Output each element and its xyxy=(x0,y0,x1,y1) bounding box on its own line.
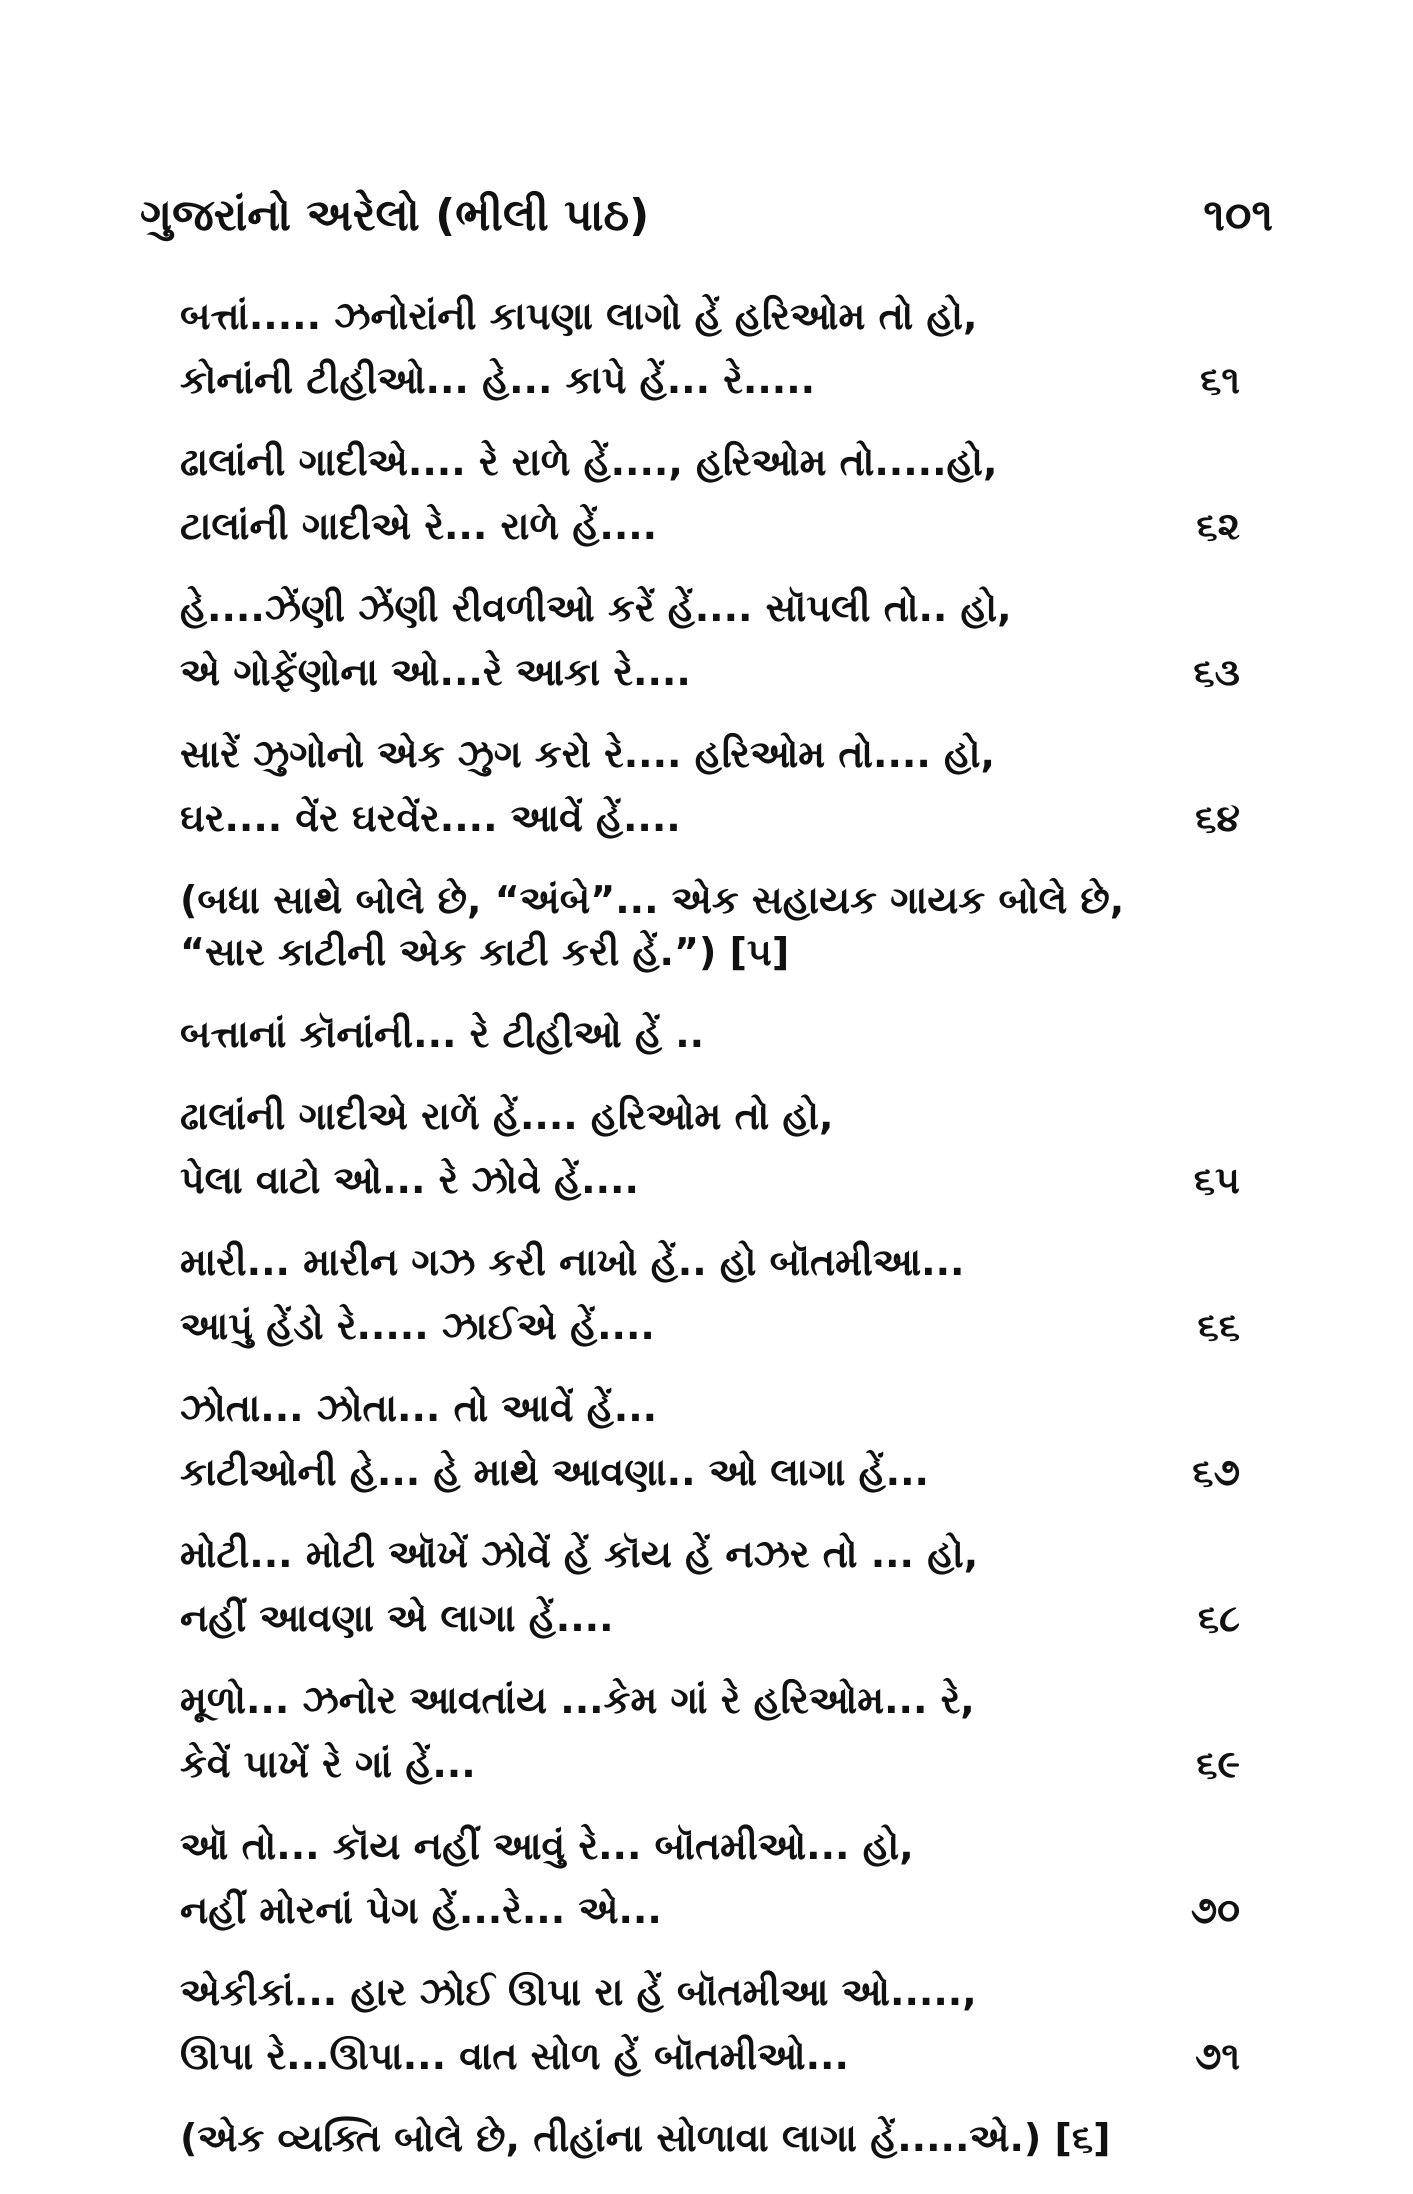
verse-number: ૬૭ xyxy=(1192,1450,1240,1494)
verse-line: સારેં ઝુગોનો એક ઝુગ કરો રે.... હરિઓમ તો.... હો, xyxy=(180,732,995,776)
verse-number: ૬૯ xyxy=(1196,1742,1240,1786)
verse-line: નહીં આવણા એ લાગા હેં.... xyxy=(180,1596,614,1640)
verse-line: ઑ તો... કૉય નહીં આવું રે... બૉતમીઓ... હો, xyxy=(180,1824,914,1868)
verse-line: મૂળો... ઝનોર આવતાંય ...કેમ ગાં રે હરિઓમ... રે, xyxy=(180,1678,975,1722)
verse-number: ૬૩ xyxy=(1193,650,1240,694)
verse-line: ટાલાંની ગાદીએ રે... રાળે હેં.... xyxy=(180,504,658,548)
stanza xyxy=(180,1382,1240,1498)
verse-number: ૬૫ xyxy=(1193,1158,1240,1202)
verse-number: ૬૧ xyxy=(1200,358,1240,402)
refrain-line: બત્તાનાં કૉનાંની... રે ટીહીઓ હેં .. xyxy=(180,1012,705,1056)
stanza xyxy=(180,1528,1240,1644)
verse-line: કોનાંની ટીહીઓ... હે... કાપે હેં... રે..... xyxy=(180,358,816,402)
verse-line: એ ગોફેંણોના ઓ...રે આકા રે.... xyxy=(180,650,691,694)
verse-line: ઢાલાંની ગાદીએ રાળેં હેં.... હરિઓમ તો હો, xyxy=(180,1094,834,1138)
verse-line: ઊપા રે...ઊપા... વાત સોળ હેં બૉતમીઓ... xyxy=(180,2034,849,2078)
stanza xyxy=(180,436,1240,552)
verse-line: ઝોતા... ઝોતા... તો આવેં હેં... xyxy=(180,1386,658,1430)
verse-number: ૭૧ xyxy=(1194,2034,1240,2078)
running-title: ગુજરાંનો અરેલો (ભીલી પાઠ) xyxy=(140,190,650,241)
verse-line: કાટીઓની હે... હે માથે આવણા.. ઓ લાગા હેં... xyxy=(180,1450,929,1494)
stanza xyxy=(180,1966,1240,2082)
page-header xyxy=(140,190,1273,241)
stage-note: (બધા સાથે બોલે છે, “અંબે”... એક સહાયક ગાયક બોલે છે, “સાર કાટીની એક કાટી કરી હેં.”) [૫] xyxy=(180,878,1125,974)
verse-line: મારી... મારીન ગઝ કરી નાખો હેં.. હો બૉતમીઆ... xyxy=(180,1240,965,1284)
verse-line: એકીકાં... હાર ઝોઈ ઊપા રા હેં બૉતમીઆ ઓ....., xyxy=(180,1970,977,2014)
stanza xyxy=(180,582,1240,698)
stanza xyxy=(180,1090,1240,1206)
verse-line: ઢાલાંની ગાદીએ.... રે રાળે હેં...., હરિઓમ તો.....હો, xyxy=(180,440,998,484)
verse-line: પેલા વાટો ઓ... રે ઝોવે હેં.... xyxy=(180,1158,639,1202)
stanza xyxy=(180,1236,1240,1352)
song-text xyxy=(180,290,1240,2194)
stanza xyxy=(180,728,1240,844)
verse-line: આપું હેંડો રે..... ઝાઈએ હેં.... xyxy=(180,1304,655,1348)
verse-number: ૬૪ xyxy=(1195,796,1240,840)
stanza xyxy=(180,1820,1240,1936)
verse-number: ૬૮ xyxy=(1197,1596,1240,1640)
verse-line: ઘર.... વેંર ઘરવેંર.... આવેં હેં.... xyxy=(180,796,681,840)
verse-line: મોટી... મોટી ઑખેં ઝોવેં હેં કૉય હેં નઝર તો ... હો, xyxy=(180,1532,979,1576)
stage-note: (એક વ્યક્તિ બોલે છે, તીહાંના સોળાવા લાગા હેં.....એ.) [૬] xyxy=(180,2116,1111,2160)
verse-line: બત્તાં..... ઝનોરાંની કાપણા લાગો હેં હરિઓમ તો હો, xyxy=(180,294,978,338)
verse-number: ૬૬ xyxy=(1197,1304,1240,1348)
verse-number: ૭૦ xyxy=(1190,1888,1240,1932)
stanza xyxy=(180,1674,1240,1790)
stanza xyxy=(180,290,1240,406)
verse-number: ૬૨ xyxy=(1196,504,1240,548)
verse-line: નહીં મોરનાં પેગ હેં...રે... એ... xyxy=(180,1888,662,1932)
page-number: ૧૦૧ xyxy=(1203,190,1273,241)
verse-line: હે....ઝેંણી ઝેંણી રીવળીઓ કરેં હેં.... સૉપલી તો.. હો, xyxy=(180,586,1012,630)
verse-line: કેવેં પાખેં રે ગાં હેં... xyxy=(180,1742,476,1786)
